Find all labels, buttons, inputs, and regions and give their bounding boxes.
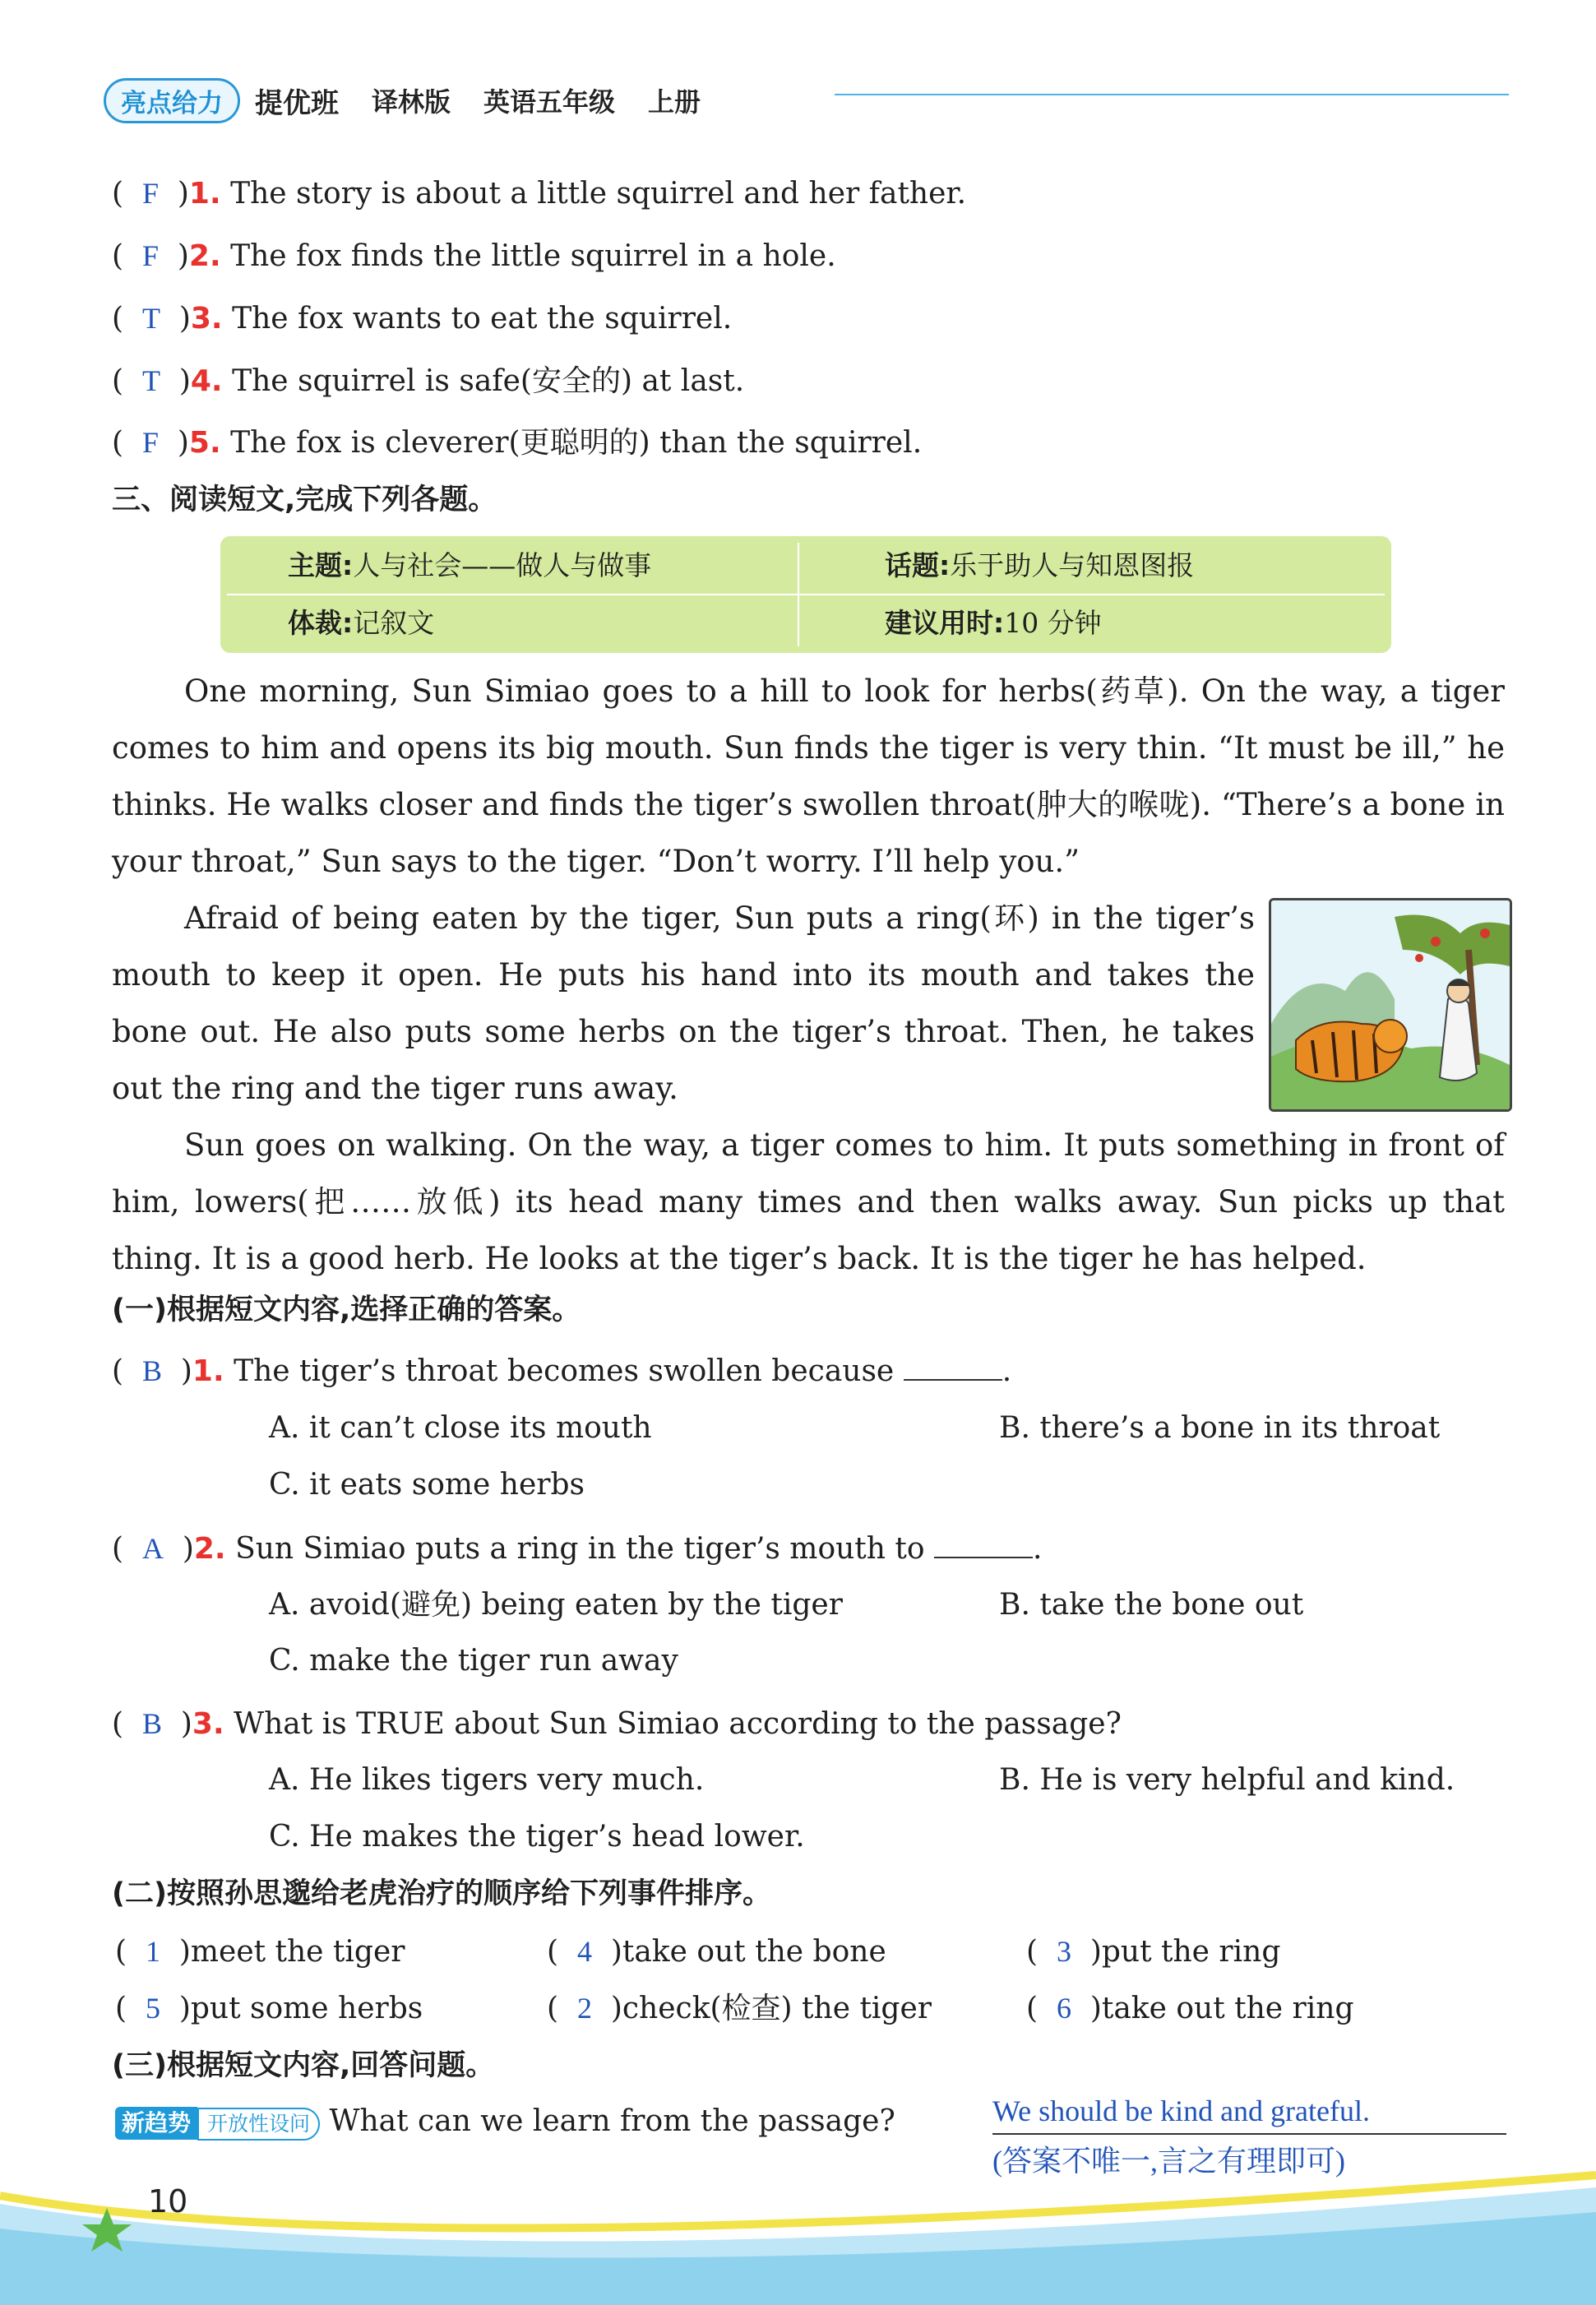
item-number: 4. <box>190 364 223 398</box>
order-answer[interactable]: 4 <box>576 1935 592 1968</box>
page-header <box>104 76 701 125</box>
genre-cell <box>288 607 434 640</box>
order-answer[interactable]: 6 <box>1056 1992 1071 2025</box>
tf-item: ( T )4. The squirrel is safe(安全的) at last. <box>112 356 744 406</box>
open-answer-line[interactable] <box>992 2094 1506 2135</box>
answer-blank <box>904 1351 1002 1381</box>
divider <box>227 594 1385 595</box>
tiger-illustration <box>1269 898 1512 1112</box>
order-text: check(检查) the tiger <box>622 1992 932 2025</box>
mc-stem: What is TRUE about Sun Simiao according to the passage? <box>234 1707 1122 1741</box>
tf-item: ( F )1. The story is about a little squirrel and her father. <box>112 169 966 219</box>
order-item: ( 5 )put some herbs <box>115 1983 423 2034</box>
mc-answer[interactable]: A <box>141 1532 164 1565</box>
subject-label: 英语五年级 <box>483 86 616 118</box>
tf-text: The story is about a little squirrel and her father. <box>230 177 967 211</box>
header-rule <box>835 94 1509 95</box>
item-number: 2. <box>188 239 221 273</box>
order-text: meet the tiger <box>190 1935 405 1969</box>
order-text: take out the ring <box>1101 1992 1354 2025</box>
tf-item: ( T )3. The fox wants to eat the squirrel. <box>112 294 732 344</box>
option-a: A. it can’t close its mouth <box>269 1411 652 1445</box>
passage-paragraph-3 <box>112 1117 1505 1287</box>
open-answer: We should be kind and grateful. <box>992 2094 1370 2127</box>
item-number: 5. <box>188 426 221 460</box>
order-item: ( 6 )take out the ring <box>1026 1983 1354 2034</box>
answer-note: (答案不唯一,言之有理即可) <box>992 2145 1345 2178</box>
info-box <box>220 536 1391 653</box>
paragraph-text: One morning, Sun Simiao goes to a hill to look for herbs(药草). On the way, a tiger comes to him and opens its big mouth. Sun finds the tiger is very thin. “It must be ill,” he thinks. He walks closer and finds the tiger’s swollen throat(肿大的喉咙). “There’s a bone in your throat,” Sun says to the tiger. “Don’t worry. I’ll help you.” <box>112 673 1505 879</box>
order-answer[interactable]: 1 <box>145 1935 160 1968</box>
option-b: B. take the bone out <box>999 1588 1304 1622</box>
order-text: take out the bone <box>622 1935 886 1969</box>
time-label: 建议用时: <box>885 607 1005 639</box>
tf-answer[interactable]: T <box>141 364 160 397</box>
order-text: put the ring <box>1101 1935 1281 1969</box>
theme-cell <box>288 549 651 582</box>
item-number: 1. <box>188 177 221 211</box>
paragraph-text: Sun goes on walking. On the way, a tiger comes to him. It puts something in front of him, lowers(把……放低) its head many times and then walks away. Sun picks up that thing. It is a good herb. He looks at the tiger’s back. It is the tiger he has helped. <box>112 1127 1505 1276</box>
tf-answer[interactable]: F <box>141 177 159 210</box>
topic-label: 话题: <box>885 549 951 581</box>
order-item: ( 1 )meet the tiger <box>115 1927 405 1977</box>
part1-title: (一)根据短文内容,选择正确的答案。 <box>112 1294 581 1326</box>
order-item: ( 4 )take out the bone <box>547 1927 886 1977</box>
edition-label: 译林版 <box>372 86 451 118</box>
answer-blank <box>934 1529 1033 1558</box>
order-answer[interactable]: 3 <box>1056 1935 1071 1968</box>
open-question-text: What can we learn from the passage? <box>329 2104 895 2138</box>
tf-item: ( F )2. The fox finds the little squirrel in a hole. <box>112 231 836 281</box>
theme-value: 人与社会——做人与做事 <box>353 549 652 581</box>
paragraph-text: Afraid of being eaten by the tiger, Sun puts a ring(环) in the tiger’s mouth to keep it open. He puts his hand into its mouth and takes the bone out. He also puts some herbs on the tiger’s throat. Then, he takes out the ring and the tiger runs away. <box>112 900 1255 1106</box>
order-text: put some herbs <box>190 1992 423 2025</box>
order-item: ( 3 )put the ring <box>1026 1927 1280 1977</box>
option-a: A. He likes tigers very much. <box>269 1763 705 1797</box>
order-answer[interactable]: 5 <box>145 1992 160 2025</box>
mc-answer[interactable]: B <box>141 1354 162 1387</box>
order-item: ( 2 )check(检查) the tiger <box>547 1983 932 2034</box>
option-c: C. make the tiger run away <box>269 1644 678 1678</box>
topic-cell <box>885 549 1194 582</box>
trend-badge-sub: 开放性设问 <box>197 2108 320 2141</box>
mc-answer[interactable]: B <box>141 1707 162 1740</box>
page-number: 10 <box>148 2183 188 2219</box>
open-question <box>115 2097 895 2146</box>
topic-value: 乐于助人与知恩图报 <box>950 549 1195 581</box>
tf-text: The squirrel is safe(安全的) at last. <box>232 364 745 398</box>
option-c: C. He makes the tiger’s head lower. <box>269 1820 805 1854</box>
tf-answer[interactable]: F <box>141 239 159 272</box>
series-name: 提优班 <box>255 86 339 120</box>
mc-question: ( A )2. Sun Simiao puts a ring in the tiger’s mouth to . <box>112 1524 1042 1574</box>
mc-question: ( B )3. What is TRUE about Sun Simiao according to the passage? <box>112 1699 1122 1749</box>
tf-text: The fox is cleverer(更聪明的) than the squirrel. <box>230 426 923 460</box>
time-cell <box>885 607 1102 640</box>
tf-answer[interactable]: F <box>141 426 159 459</box>
footer-wave <box>0 2171 1596 2305</box>
mc-stem: The tiger’s throat becomes swollen because <box>234 1354 895 1388</box>
mc-stem: Sun Simiao puts a ring in the tiger’s mouth to <box>235 1532 925 1566</box>
item-number: 2. <box>193 1532 226 1566</box>
part3-title: (三)根据短文内容,回答问题。 <box>112 2049 495 2082</box>
option-a: A. avoid(避免) being eaten by the tiger <box>269 1588 843 1622</box>
brand-logo: 亮点给力 <box>104 78 240 123</box>
part2-title: (二)按照孙思邈给老虎治疗的顺序给下列事件排序。 <box>112 1877 771 1910</box>
item-number: 3. <box>192 1707 224 1741</box>
passage-paragraph-1 <box>112 663 1505 890</box>
item-number: 3. <box>190 302 223 336</box>
order-answer[interactable]: 2 <box>576 1992 592 2025</box>
volume-label: 上册 <box>648 86 701 118</box>
genre-label: 体裁: <box>288 607 354 639</box>
trend-badge: 新趋势 <box>115 2107 197 2140</box>
mc-question: ( B )1. The tiger’s throat becomes swollen because . <box>112 1346 1011 1396</box>
tf-answer[interactable]: T <box>141 302 160 335</box>
tf-text: The fox wants to eat the squirrel. <box>232 302 733 336</box>
theme-label: 主题: <box>288 549 354 581</box>
genre-value: 记叙文 <box>353 607 435 639</box>
option-b: B. there’s a bone in its throat <box>999 1411 1441 1445</box>
tf-text: The fox finds the little squirrel in a hole. <box>230 239 836 273</box>
option-c: C. it eats some herbs <box>269 1468 585 1502</box>
time-value: 10 分钟 <box>1004 607 1102 639</box>
item-number: 1. <box>192 1354 224 1388</box>
tf-item: ( F )5. The fox is cleverer(更聪明的) than the squirrel. <box>112 418 922 468</box>
passage-paragraph-2 <box>112 890 1255 1117</box>
section-title: 三、阅读短文,完成下列各题。 <box>112 484 497 516</box>
option-b: B. He is very helpful and kind. <box>999 1763 1455 1797</box>
